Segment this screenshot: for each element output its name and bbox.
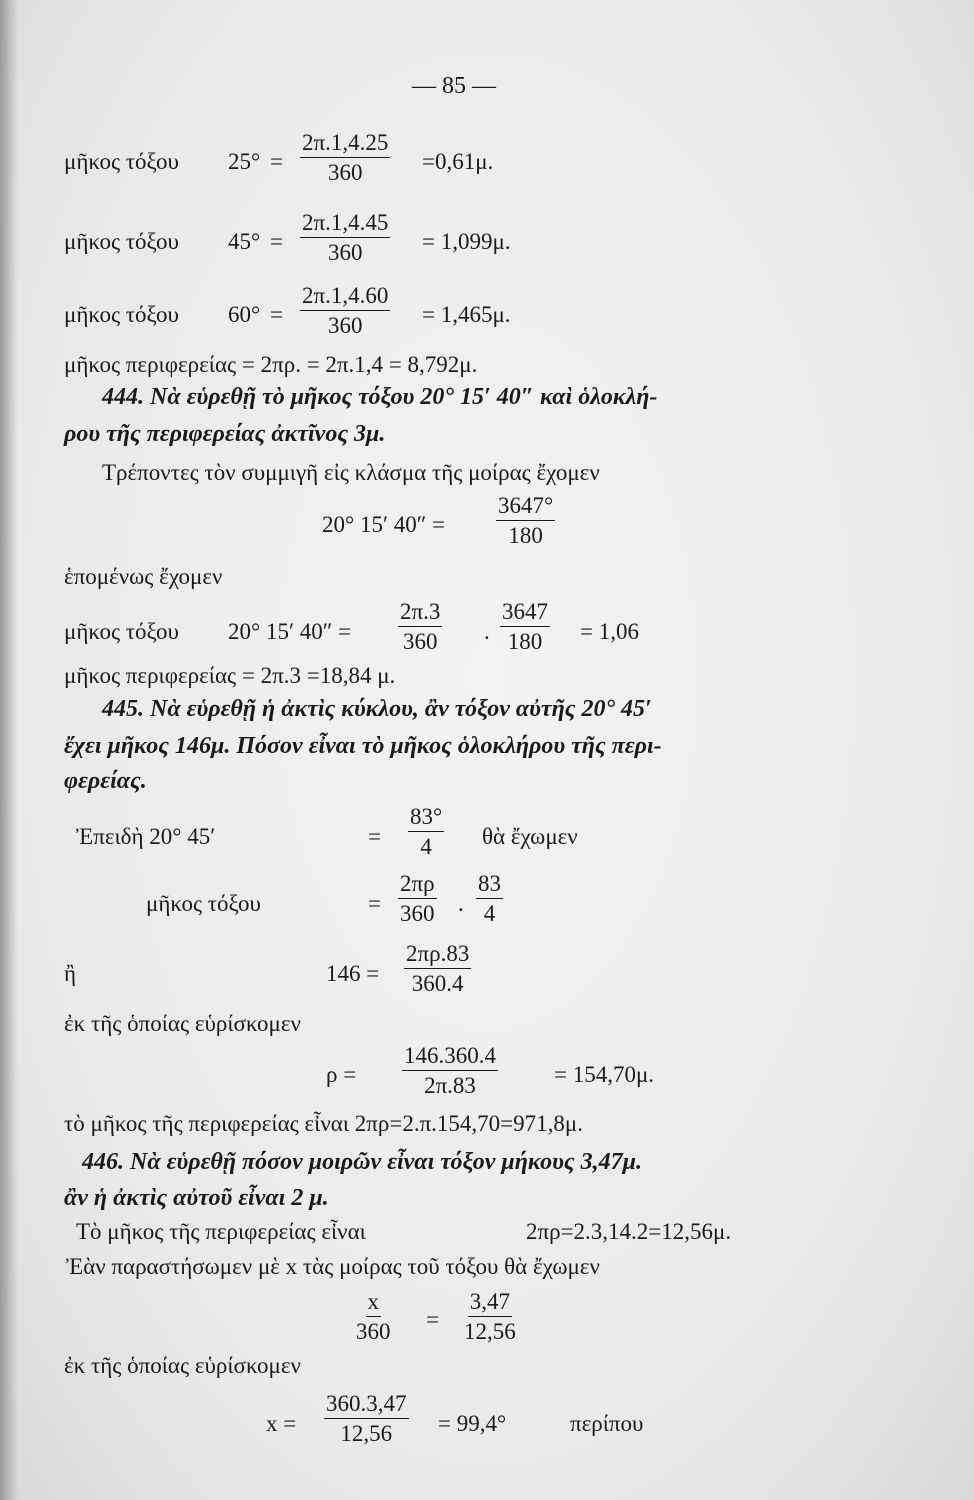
fraction-denominator: 12,56 [340,1421,393,1446]
problem-444-heading-2: ρου τῆς περιφερείας ἀκτῖνος 3μ. [64,421,386,447]
fraction-3647-180 [496,494,555,547]
fraction-numerator: 2π.1,4.25 [300,131,390,158]
fraction-denominator: 12,56 [464,1319,516,1344]
fraction-denominator: 360 [327,240,363,265]
problem-445-or: ἢ [64,961,77,986]
equals-sign: = [368,824,381,849]
arc-length-label-2: μῆκος τόξου [64,229,179,254]
problem-444-angle: 20° 15′ 40″ = [228,619,352,644]
fraction-2pr-360 [398,872,437,925]
fraction-numerator: 2π.3 [398,600,442,627]
problem-445-find: ἐκ τῆς ὁποίας εὑρίσκομεν [64,1011,301,1036]
fraction-denominator: 360 [400,901,435,926]
problem-446-heading-1: 446. Νὰ εὑρεθῇ πόσον μοιρῶν εἶναι τόξον μήκους 3,47μ. [82,1149,642,1175]
fraction-83-4-b [476,872,503,925]
problem-444-lhs: 20° 15′ 40″ = [322,512,446,537]
problem-445-heading-1: 445. Νὰ εὑρεθῇ ἡ ἀκτὶς κύκλου, ἂν τόξον αὐτῆς 20° 45′ [102,696,652,722]
fraction-denominator: 360 [402,629,438,654]
fraction-arc-60 [300,284,390,337]
problem-446-x-result: = 99,4° [438,1411,507,1436]
result-60: = 1,465μ. [422,302,511,327]
fraction-denominator: 360 [356,1319,391,1344]
fraction-347-1256 [464,1290,516,1343]
problem-444-heading-1: 444. Νὰ εὑρεθῇ τὸ μῆκος τόξου 20° 15′ 40″ καὶ ὁλοκλή- [102,384,658,410]
angle-60: 60° [228,302,261,327]
equals-sign: = [426,1307,439,1332]
fraction-arc-25 [300,131,390,184]
problem-446-circumference-value: 2πρ=2.3,14.2=12,56μ. [526,1219,732,1244]
problem-446-heading-2: ἂν ἡ ἀκτὶς αὐτοῦ εἶναι 2 μ. [64,1185,329,1211]
problem-444-result: = 1,06 [580,619,639,644]
fraction-numerator: 2π.1,4.60 [300,284,390,311]
problem-446-x: x = [266,1411,297,1436]
problem-445-rho: ρ = [326,1062,357,1087]
problem-446-approximately: περίπου [570,1411,644,1436]
problem-445-we-have: θὰ ἔχωμεν [482,824,578,849]
fraction-rho [402,1044,498,1097]
equals-sign: = [368,891,381,916]
fraction-numerator: 360.3,47 [324,1392,409,1419]
fraction-numerator: 83 [476,872,503,899]
problem-446-circumference-text: Τὸ μῆκος τῆς περιφερείας εἶναι [76,1219,366,1244]
fraction-numerator: 3647° [496,494,555,521]
fraction-denominator: 180 [508,523,543,548]
fraction-arc-45 [300,211,390,264]
problem-445-rho-result: = 154,70μ. [554,1062,655,1087]
problem-445-since: Ἐπειδὴ 20° 45′ [76,824,216,849]
fraction-numerator: 2πρ [398,872,437,899]
arc-length-label-444: μῆκος τόξου [64,619,179,644]
problem-445-146: 146 = [326,961,380,986]
fraction-83-4 [408,805,444,858]
problem-446-let-x: Ἐὰν παραστήσωμεν μὲ x τὰς μοίρας τοῦ τόξου θὰ ἔχωμεν [66,1254,600,1279]
angle-45: 45° [228,229,261,254]
fraction-numerator: 2πρ.83 [404,942,471,969]
fraction-numerator: 146.360.4 [402,1044,498,1071]
fraction-numerator: x [366,1290,382,1317]
page-number: — 85 — [412,73,496,99]
circumference-line: μῆκος περιφερείας = 2πρ. = 2π.1,4 = 8,792μ. [64,352,478,377]
arc-length-label-1: μῆκος τόξου [64,149,179,174]
multiply-dot: . [484,619,490,644]
fraction-numerator: 3,47 [468,1290,512,1317]
problem-446-find: ἐκ τῆς ὁποίας εὑρίσκομεν [64,1353,301,1378]
fraction-numerator: 3647 [500,600,550,627]
problem-445-circumference: τὸ μῆκος τῆς περιφερείας εἶναι 2πρ=2.π.154,70=971,8μ. [64,1111,583,1136]
problem-445-heading-3: φερείας. [64,768,147,794]
arc-length-label-445: μῆκος τόξου [146,891,261,916]
fraction-3647-180-b [500,600,550,653]
equals-sign: = [270,302,283,327]
fraction-denominator: 360 [327,313,363,338]
arc-length-label-3: μῆκος τόξου [64,302,179,327]
fraction-x-360 [356,1290,391,1343]
result-45: = 1,099μ. [422,229,511,254]
fraction-numerator: 83° [408,805,444,832]
result-25: =0,61μ. [422,149,494,174]
fraction-numerator: 2π.1,4.45 [300,211,390,238]
problem-445-heading-2: ἔχει μῆκος 146μ. Πόσον εἶναι τὸ μῆκος ὁλοκλήρου τῆς περι- [64,733,662,759]
fraction-denominator: 360 [327,160,363,185]
fraction-2pr83-3604 [404,942,471,995]
problem-444-therefore: ἑπομένως ἔχομεν [64,564,223,589]
fraction-x-result [324,1392,409,1445]
fraction-denominator: 2π.83 [424,1073,476,1098]
page-edge-shadow [0,0,18,1500]
fraction-denominator: 180 [507,629,543,654]
equals-sign: = [270,229,283,254]
fraction-denominator: 4 [483,901,496,926]
equals-sign: = [270,149,283,174]
angle-25: 25° [228,149,261,174]
fraction-denominator: 360.4 [411,971,464,996]
fraction-2pi3-360 [398,600,442,653]
problem-444-intro: Τρέποντες τὸν συμμιγῆ εἰς κλάσμα τῆς μοίρας ἔχομεν [102,460,600,485]
fraction-denominator: 4 [420,834,432,859]
multiply-dot: . [458,891,464,916]
problem-444-circumference: μῆκος περιφερείας = 2π.3 =18,84 μ. [64,663,396,688]
